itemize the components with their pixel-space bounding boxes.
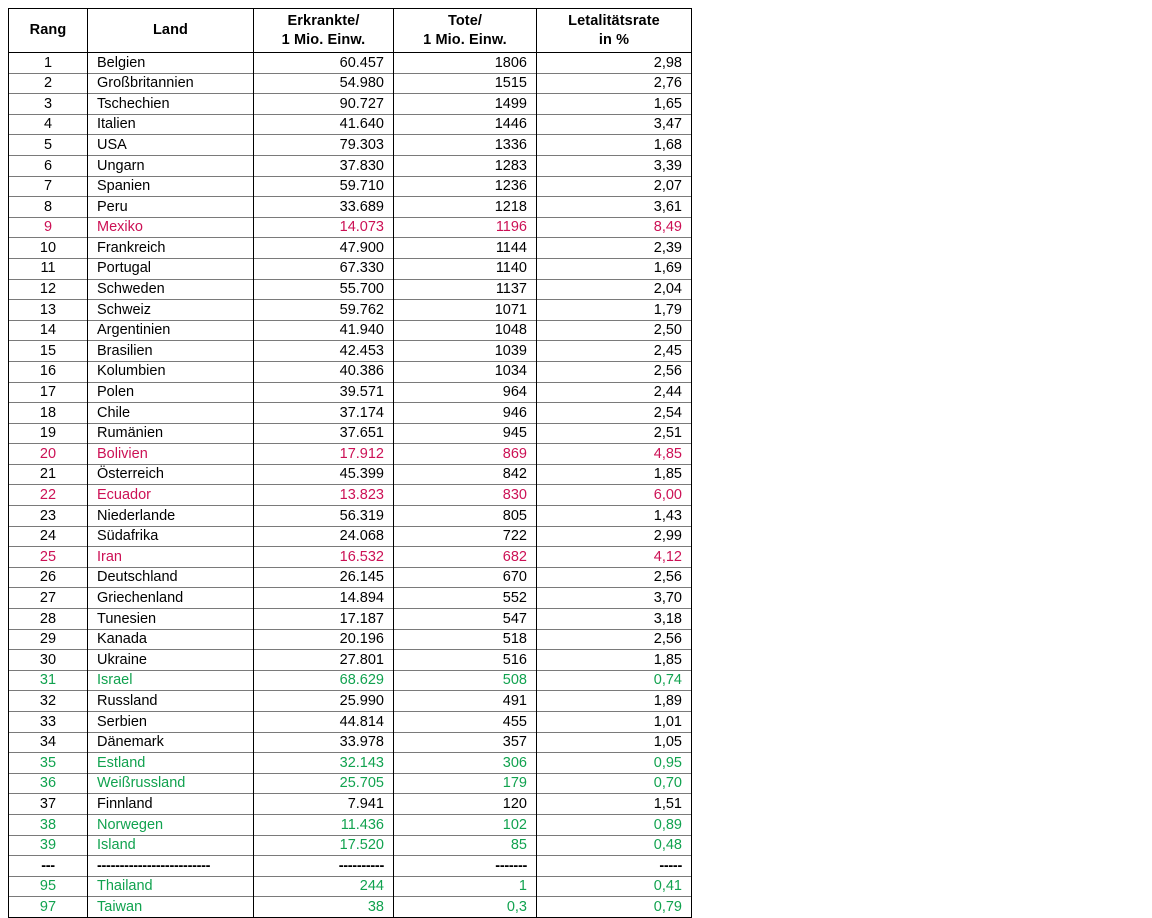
table-row bbox=[9, 650, 692, 671]
cell-rang: 13 bbox=[9, 300, 88, 321]
cell-erkrankte: 11.436 bbox=[254, 814, 394, 835]
cell-erkrankte: 56.319 bbox=[254, 506, 394, 527]
table-row bbox=[9, 506, 692, 527]
table-row bbox=[9, 835, 692, 856]
cell-erkrankte: 55.700 bbox=[254, 279, 394, 300]
cell-tote: 518 bbox=[394, 629, 537, 650]
cell-rang: 10 bbox=[9, 238, 88, 259]
cell-letalitaetsrate: 2,56 bbox=[537, 567, 692, 588]
cell-erkrankte: 54.980 bbox=[254, 73, 394, 94]
cell-letalitaetsrate: 2,98 bbox=[537, 53, 692, 74]
cell-rang: 18 bbox=[9, 403, 88, 424]
table-row bbox=[9, 320, 692, 341]
cell-rang: 16 bbox=[9, 361, 88, 382]
cell-land: Kolumbien bbox=[88, 361, 254, 382]
cell-land: Russland bbox=[88, 691, 254, 712]
cell-land: Argentinien bbox=[88, 320, 254, 341]
table-row bbox=[9, 217, 692, 238]
table-row bbox=[9, 341, 692, 362]
cell-land: Dänemark bbox=[88, 732, 254, 753]
cell-tote: 1048 bbox=[394, 320, 537, 341]
cell-letalitaetsrate: 0,48 bbox=[537, 835, 692, 856]
cell-tote: 830 bbox=[394, 485, 537, 506]
table-row bbox=[9, 670, 692, 691]
cell-land: Ecuador bbox=[88, 485, 254, 506]
table-row bbox=[9, 382, 692, 403]
cell-tote: 552 bbox=[394, 588, 537, 609]
column-header-erkrankte-line1: Erkrankte/ bbox=[287, 12, 360, 29]
column-header-letalitaetsrate-line2: in % bbox=[598, 31, 630, 48]
cell-letalitaetsrate: 1,43 bbox=[537, 506, 692, 527]
column-header-land-line1: Land bbox=[152, 22, 189, 39]
cell-rang: 6 bbox=[9, 155, 88, 176]
cell-land: Brasilien bbox=[88, 341, 254, 362]
cell-tote: 1137 bbox=[394, 279, 537, 300]
cell-tote: 120 bbox=[394, 794, 537, 815]
table-header-row bbox=[9, 9, 692, 53]
table-row bbox=[9, 609, 692, 630]
cell-tote: 1140 bbox=[394, 258, 537, 279]
cell-letalitaetsrate: 2,50 bbox=[537, 320, 692, 341]
cell-letalitaetsrate: 3,18 bbox=[537, 609, 692, 630]
table-row bbox=[9, 73, 692, 94]
cell-erkrankte: 25.990 bbox=[254, 691, 394, 712]
cell-tote: 1196 bbox=[394, 217, 537, 238]
cell-letalitaetsrate: 6,00 bbox=[537, 485, 692, 506]
cell-tote: 491 bbox=[394, 691, 537, 712]
cell-tote: 508 bbox=[394, 670, 537, 691]
cell-land: Rumänien bbox=[88, 423, 254, 444]
cell-tote: ------- bbox=[394, 856, 537, 877]
cell-erkrankte: 32.143 bbox=[254, 753, 394, 774]
cell-land: Portugal bbox=[88, 258, 254, 279]
cell-erkrankte: 67.330 bbox=[254, 258, 394, 279]
column-header-letalitaetsrate-line1: Letalitätsrate bbox=[568, 12, 660, 29]
cell-rang: 20 bbox=[9, 444, 88, 465]
cell-rang: 5 bbox=[9, 135, 88, 156]
cell-rang: 8 bbox=[9, 197, 88, 218]
cell-tote: 455 bbox=[394, 712, 537, 733]
cell-tote: 1218 bbox=[394, 197, 537, 218]
cell-land: Serbien bbox=[88, 712, 254, 733]
cell-tote: 682 bbox=[394, 547, 537, 568]
cell-letalitaetsrate: 0,89 bbox=[537, 814, 692, 835]
cell-erkrankte: ---------- bbox=[254, 856, 394, 877]
cell-erkrankte: 7.941 bbox=[254, 794, 394, 815]
cell-rang: 95 bbox=[9, 876, 88, 897]
cell-rang: 24 bbox=[9, 526, 88, 547]
cell-tote: 1039 bbox=[394, 341, 537, 362]
cell-erkrankte: 44.814 bbox=[254, 712, 394, 733]
cell-land: Schweden bbox=[88, 279, 254, 300]
table-row bbox=[9, 403, 692, 424]
cell-tote: 1515 bbox=[394, 73, 537, 94]
cell-tote: 1283 bbox=[394, 155, 537, 176]
column-header-letalitaetsrate bbox=[537, 9, 692, 53]
cell-erkrankte: 45.399 bbox=[254, 464, 394, 485]
cell-land: Polen bbox=[88, 382, 254, 403]
column-header-tote-line2: 1 Mio. Einw. bbox=[423, 31, 507, 48]
cell-erkrankte: 244 bbox=[254, 876, 394, 897]
cell-erkrankte: 41.640 bbox=[254, 114, 394, 135]
cell-erkrankte: 20.196 bbox=[254, 629, 394, 650]
column-header-tote-line1: Tote/ bbox=[447, 12, 483, 29]
cell-letalitaetsrate: 0,79 bbox=[537, 897, 692, 918]
cell-land: Kanada bbox=[88, 629, 254, 650]
cell-rang: 23 bbox=[9, 506, 88, 527]
cell-tote: 102 bbox=[394, 814, 537, 835]
table-row bbox=[9, 691, 692, 712]
table-row bbox=[9, 135, 692, 156]
cell-land: Ukraine bbox=[88, 650, 254, 671]
cell-letalitaetsrate: 1,79 bbox=[537, 300, 692, 321]
cell-land: Spanien bbox=[88, 176, 254, 197]
cell-tote: 670 bbox=[394, 567, 537, 588]
table-separator-row bbox=[9, 856, 692, 877]
cell-rang: 36 bbox=[9, 773, 88, 794]
cell-tote: 842 bbox=[394, 464, 537, 485]
table-row bbox=[9, 361, 692, 382]
table-row bbox=[9, 814, 692, 835]
cell-letalitaetsrate: 0,95 bbox=[537, 753, 692, 774]
cell-tote: 945 bbox=[394, 423, 537, 444]
cell-erkrankte: 26.145 bbox=[254, 567, 394, 588]
table-row bbox=[9, 464, 692, 485]
cell-letalitaetsrate: 1,68 bbox=[537, 135, 692, 156]
cell-rang: 28 bbox=[9, 609, 88, 630]
cell-letalitaetsrate: 2,07 bbox=[537, 176, 692, 197]
cell-letalitaetsrate: 1,69 bbox=[537, 258, 692, 279]
cell-letalitaetsrate: 4,12 bbox=[537, 547, 692, 568]
cell-land: Finnland bbox=[88, 794, 254, 815]
cell-erkrankte: 90.727 bbox=[254, 94, 394, 115]
cell-letalitaetsrate: 4,85 bbox=[537, 444, 692, 465]
cell-rang: 35 bbox=[9, 753, 88, 774]
cell-letalitaetsrate: 1,85 bbox=[537, 650, 692, 671]
cell-letalitaetsrate: 2,99 bbox=[537, 526, 692, 547]
cell-letalitaetsrate: 0,41 bbox=[537, 876, 692, 897]
cell-rang: 38 bbox=[9, 814, 88, 835]
cell-land: Schweiz bbox=[88, 300, 254, 321]
cell-land: Israel bbox=[88, 670, 254, 691]
cell-tote: 0,3 bbox=[394, 897, 537, 918]
column-header-land bbox=[88, 9, 254, 53]
cell-letalitaetsrate: 0,74 bbox=[537, 670, 692, 691]
table-row bbox=[9, 279, 692, 300]
cell-land: Österreich bbox=[88, 464, 254, 485]
cell-rang: 14 bbox=[9, 320, 88, 341]
cell-land: Italien bbox=[88, 114, 254, 135]
cell-land: Ungarn bbox=[88, 155, 254, 176]
cell-rang: 32 bbox=[9, 691, 88, 712]
cell-erkrankte: 25.705 bbox=[254, 773, 394, 794]
cell-erkrankte: 37.651 bbox=[254, 423, 394, 444]
cell-letalitaetsrate: 3,47 bbox=[537, 114, 692, 135]
cell-letalitaetsrate: 1,05 bbox=[537, 732, 692, 753]
cell-letalitaetsrate: 1,65 bbox=[537, 94, 692, 115]
cell-letalitaetsrate: ----- bbox=[537, 856, 692, 877]
cell-letalitaetsrate: 2,51 bbox=[537, 423, 692, 444]
cell-tote: 1806 bbox=[394, 53, 537, 74]
table-row bbox=[9, 629, 692, 650]
cell-tote: 805 bbox=[394, 506, 537, 527]
cell-tote: 1446 bbox=[394, 114, 537, 135]
cell-rang: 3 bbox=[9, 94, 88, 115]
table-row bbox=[9, 300, 692, 321]
cell-erkrankte: 41.940 bbox=[254, 320, 394, 341]
cell-land: Griechenland bbox=[88, 588, 254, 609]
cell-erkrankte: 38 bbox=[254, 897, 394, 918]
cell-erkrankte: 59.762 bbox=[254, 300, 394, 321]
table-row bbox=[9, 732, 692, 753]
table-row bbox=[9, 197, 692, 218]
table-row bbox=[9, 485, 692, 506]
column-header-rang-line1: Rang bbox=[29, 22, 67, 39]
cell-rang: 19 bbox=[9, 423, 88, 444]
cell-letalitaetsrate: 3,70 bbox=[537, 588, 692, 609]
cell-erkrankte: 33.978 bbox=[254, 732, 394, 753]
table-row bbox=[9, 423, 692, 444]
cell-erkrankte: 17.187 bbox=[254, 609, 394, 630]
cell-land: Bolivien bbox=[88, 444, 254, 465]
table-row bbox=[9, 794, 692, 815]
table-row bbox=[9, 155, 692, 176]
cell-rang: 37 bbox=[9, 794, 88, 815]
cell-erkrankte: 40.386 bbox=[254, 361, 394, 382]
cell-land: Deutschland bbox=[88, 567, 254, 588]
column-header-rang bbox=[9, 9, 88, 53]
table-row bbox=[9, 773, 692, 794]
cell-rang: --- bbox=[9, 856, 88, 877]
cell-land: Island bbox=[88, 835, 254, 856]
cell-rang: 33 bbox=[9, 712, 88, 733]
cell-tote: 869 bbox=[394, 444, 537, 465]
cell-land: USA bbox=[88, 135, 254, 156]
table-row bbox=[9, 53, 692, 74]
table-row bbox=[9, 94, 692, 115]
cell-letalitaetsrate: 1,51 bbox=[537, 794, 692, 815]
cell-land: Chile bbox=[88, 403, 254, 424]
cell-rang: 26 bbox=[9, 567, 88, 588]
cell-tote: 1499 bbox=[394, 94, 537, 115]
cell-tote: 85 bbox=[394, 835, 537, 856]
cell-letalitaetsrate: 2,04 bbox=[537, 279, 692, 300]
cell-letalitaetsrate: 3,61 bbox=[537, 197, 692, 218]
cell-erkrankte: 27.801 bbox=[254, 650, 394, 671]
column-header-erkrankte-line2: 1 Mio. Einw. bbox=[281, 31, 366, 48]
cell-erkrankte: 42.453 bbox=[254, 341, 394, 362]
cell-land: Taiwan bbox=[88, 897, 254, 918]
table-row bbox=[9, 238, 692, 259]
cell-erkrankte: 24.068 bbox=[254, 526, 394, 547]
table-row bbox=[9, 114, 692, 135]
cell-erkrankte: 60.457 bbox=[254, 53, 394, 74]
cell-tote: 1071 bbox=[394, 300, 537, 321]
cell-land: Norwegen bbox=[88, 814, 254, 835]
cell-rang: 29 bbox=[9, 629, 88, 650]
cell-rang: 25 bbox=[9, 547, 88, 568]
cell-letalitaetsrate: 0,70 bbox=[537, 773, 692, 794]
cell-rang: 21 bbox=[9, 464, 88, 485]
cell-letalitaetsrate: 8,49 bbox=[537, 217, 692, 238]
table-row bbox=[9, 753, 692, 774]
cell-erkrankte: 79.303 bbox=[254, 135, 394, 156]
cell-land: Niederlande bbox=[88, 506, 254, 527]
country-ranking-table bbox=[8, 8, 692, 918]
cell-erkrankte: 37.174 bbox=[254, 403, 394, 424]
cell-rang: 22 bbox=[9, 485, 88, 506]
cell-land: Mexiko bbox=[88, 217, 254, 238]
table-row bbox=[9, 876, 692, 897]
cell-letalitaetsrate: 1,01 bbox=[537, 712, 692, 733]
cell-tote: 516 bbox=[394, 650, 537, 671]
cell-rang: 15 bbox=[9, 341, 88, 362]
cell-rang: 12 bbox=[9, 279, 88, 300]
cell-erkrankte: 14.894 bbox=[254, 588, 394, 609]
cell-erkrankte: 17.912 bbox=[254, 444, 394, 465]
cell-rang: 11 bbox=[9, 258, 88, 279]
table-row bbox=[9, 526, 692, 547]
cell-rang: 1 bbox=[9, 53, 88, 74]
cell-erkrankte: 13.823 bbox=[254, 485, 394, 506]
cell-tote: 1236 bbox=[394, 176, 537, 197]
cell-rang: 31 bbox=[9, 670, 88, 691]
cell-rang: 34 bbox=[9, 732, 88, 753]
cell-tote: 1336 bbox=[394, 135, 537, 156]
cell-land: Iran bbox=[88, 547, 254, 568]
cell-land: Peru bbox=[88, 197, 254, 218]
cell-erkrankte: 16.532 bbox=[254, 547, 394, 568]
table-row bbox=[9, 588, 692, 609]
cell-rang: 7 bbox=[9, 176, 88, 197]
cell-letalitaetsrate: 1,89 bbox=[537, 691, 692, 712]
cell-erkrankte: 17.520 bbox=[254, 835, 394, 856]
cell-land: ------------------------- bbox=[88, 856, 254, 877]
cell-tote: 547 bbox=[394, 609, 537, 630]
table-row bbox=[9, 444, 692, 465]
cell-rang: 27 bbox=[9, 588, 88, 609]
cell-tote: 357 bbox=[394, 732, 537, 753]
table-header bbox=[9, 9, 692, 53]
cell-erkrankte: 33.689 bbox=[254, 197, 394, 218]
cell-tote: 722 bbox=[394, 526, 537, 547]
column-header-tote bbox=[394, 9, 537, 53]
cell-letalitaetsrate: 2,54 bbox=[537, 403, 692, 424]
cell-rang: 9 bbox=[9, 217, 88, 238]
cell-letalitaetsrate: 1,85 bbox=[537, 464, 692, 485]
cell-land: Südafrika bbox=[88, 526, 254, 547]
cell-land: Thailand bbox=[88, 876, 254, 897]
cell-letalitaetsrate: 2,56 bbox=[537, 629, 692, 650]
cell-letalitaetsrate: 2,44 bbox=[537, 382, 692, 403]
cell-erkrankte: 68.629 bbox=[254, 670, 394, 691]
cell-land: Weißrussland bbox=[88, 773, 254, 794]
cell-land: Estland bbox=[88, 753, 254, 774]
table-row bbox=[9, 567, 692, 588]
cell-tote: 964 bbox=[394, 382, 537, 403]
cell-rang: 30 bbox=[9, 650, 88, 671]
cell-rang: 4 bbox=[9, 114, 88, 135]
cell-letalitaetsrate: 2,76 bbox=[537, 73, 692, 94]
cell-erkrankte: 59.710 bbox=[254, 176, 394, 197]
cell-rang: 2 bbox=[9, 73, 88, 94]
cell-letalitaetsrate: 2,45 bbox=[537, 341, 692, 362]
cell-erkrankte: 39.571 bbox=[254, 382, 394, 403]
cell-rang: 97 bbox=[9, 897, 88, 918]
cell-land: Belgien bbox=[88, 53, 254, 74]
table-row bbox=[9, 176, 692, 197]
cell-tote: 946 bbox=[394, 403, 537, 424]
cell-erkrankte: 14.073 bbox=[254, 217, 394, 238]
table-body bbox=[9, 53, 692, 918]
cell-tote: 1 bbox=[394, 876, 537, 897]
cell-letalitaetsrate: 3,39 bbox=[537, 155, 692, 176]
cell-land: Frankreich bbox=[88, 238, 254, 259]
cell-rang: 39 bbox=[9, 835, 88, 856]
cell-tote: 1034 bbox=[394, 361, 537, 382]
table-row bbox=[9, 547, 692, 568]
table-row bbox=[9, 712, 692, 733]
cell-rang: 17 bbox=[9, 382, 88, 403]
cell-tote: 1144 bbox=[394, 238, 537, 259]
cell-erkrankte: 37.830 bbox=[254, 155, 394, 176]
cell-letalitaetsrate: 2,56 bbox=[537, 361, 692, 382]
column-header-erkrankte bbox=[254, 9, 394, 53]
table-row bbox=[9, 258, 692, 279]
cell-land: Tschechien bbox=[88, 94, 254, 115]
cell-land: Großbritannien bbox=[88, 73, 254, 94]
cell-land: Tunesien bbox=[88, 609, 254, 630]
cell-erkrankte: 47.900 bbox=[254, 238, 394, 259]
table-row bbox=[9, 897, 692, 918]
cell-tote: 306 bbox=[394, 753, 537, 774]
cell-tote: 179 bbox=[394, 773, 537, 794]
cell-letalitaetsrate: 2,39 bbox=[537, 238, 692, 259]
